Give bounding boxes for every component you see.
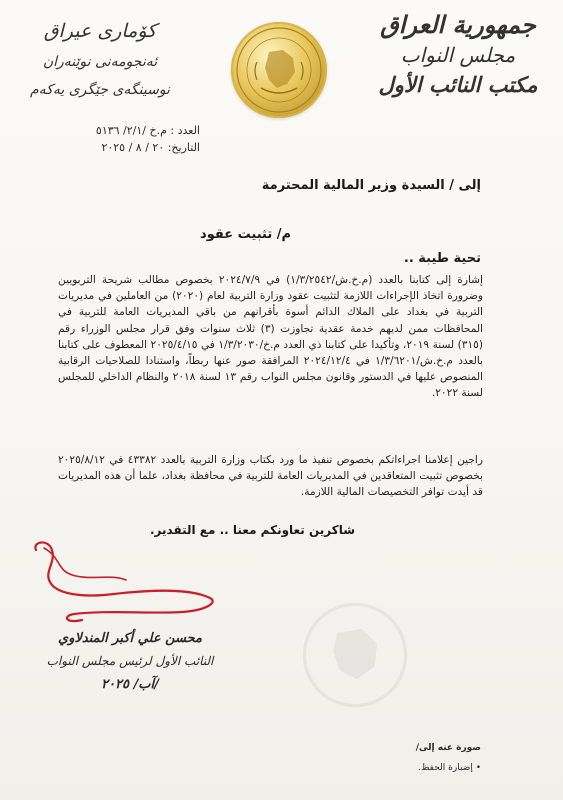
letterhead-country: جمهورية العراق	[380, 10, 536, 39]
kurdish-letterhead	[20, 14, 180, 104]
kurdish-office: نوسینگه‌ی جێگری یه‌كه‌م	[30, 82, 170, 98]
greeting-line: تحية طيبة ..	[403, 251, 481, 266]
copy-to-item-text: إضبارة الحفظ.	[418, 763, 473, 773]
recipient-line: إلى / السيدة وزير المالية المحترمة	[261, 178, 481, 193]
letterhead-office: مكتب النائب الأول	[378, 72, 538, 97]
signer-name: محسن علي أكبر المندلاوي	[58, 631, 202, 646]
faint-stamp-watermark	[300, 600, 410, 710]
bullet-icon: •	[472, 763, 481, 773]
body-paragraph-2: راجين إعلامنا اجراءاتكم بخصوص تنفيذ ما ورد بكتاب وزارة التربية بالعدد ٤٣٣٨٢ في ٢٠٢٥/٨/١٢ بخصوص تثبيت المتعاقدين في المديريات العامة للتربية في محافظة بغداد، علما أن هذه المديريات قد أيدت توافر التخصيصات المالية اللازمة.	[58, 454, 483, 499]
copy-to-title: صورة عنه إلى/	[415, 743, 481, 753]
signer-block	[40, 628, 220, 698]
kurdish-council: ئه‌نجومه‌نی نوێنه‌ران	[42, 54, 158, 70]
reference-number: العدد : م.خ /٢/١/ ٥١٣٦	[95, 124, 200, 137]
copy-to-block	[416, 737, 481, 777]
letterhead-council: مجلس النواب	[400, 43, 516, 67]
signer-date: /آب/ ٢٠٢٥	[101, 677, 159, 692]
body-paragraph-1: إشارة إلى كتابنا بالعدد (م.خ.ش/١/٣/٢٥٤٢) في ٢٠٢٤/٧/٩ بخصوص مطالب شريحة التربويين وضرورة اتخاذ الإجراءات اللازمة لتثبيت عقود وزارة التربية لعام (٢٠٢٠) من العاملين في مديريات التربية في بغداد على الملاك الدائم أسوة بأقرانهم من باقي المديريات العامة للتربية في المحافظات ممن لديهم خدمة عقدية تجاوزت (٣) ثلاث سنوات وفق قرار مجلس الوزراء رقم (٣١٥) لسنة ٢٠١٩، وتأكيدا على كتابنا ذي العدد م.خ/١/٣/٢٠٣٠ في ٢٠٢٥/٤/١٥ المعطوف على كتابنا بالعدد م.خ.ش/١/٣/٦٢٠١ في ٢٠٢٤/١٢/٤ المرافقة صور عنها ربطاً، واستنادا للصلاحيات الرقابية المنصوص عليها في الدستور وقانون مجلس النواب رقم ١٣ لسنة ٢٠١٨ والنظام الداخلي للمجلس لسنة ٢٠٢٢.	[58, 274, 484, 400]
reference-block	[40, 122, 200, 156]
reference-date: التاريخ: ٢٠ / ٨ / ٢٠٢٥	[101, 141, 200, 154]
arabic-letterhead	[373, 10, 543, 100]
handwritten-signature	[22, 528, 222, 628]
kurdish-country: كۆماری عیراق	[43, 20, 157, 42]
subject-line: م/ تثبيت عقود	[200, 227, 291, 242]
parliament-emblem-icon	[231, 22, 327, 118]
signer-title: النائب الأول لرئيس مجلس النواب	[46, 654, 214, 668]
copy-to-item	[416, 759, 481, 777]
closing-line: شاكرين تعاونكم معنا .. مع التقدير.	[150, 523, 356, 537]
